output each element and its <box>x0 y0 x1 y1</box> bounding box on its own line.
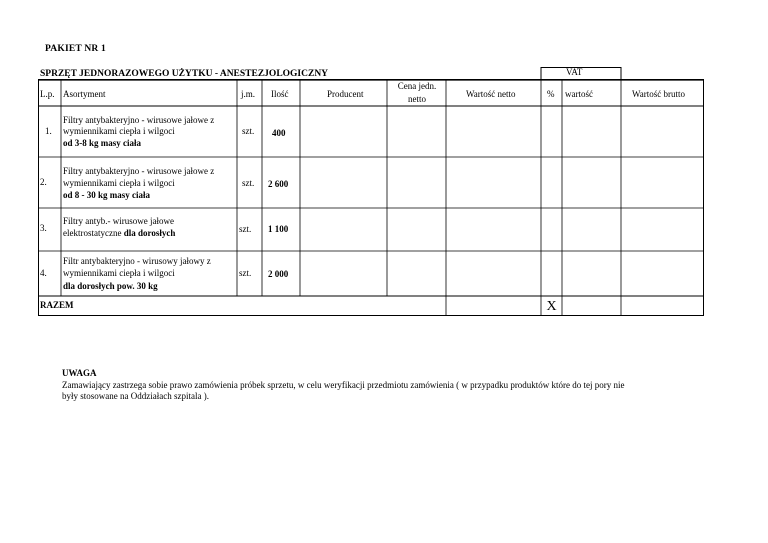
note-title: UWAGA <box>62 368 97 378</box>
row3-desc-line1: Filtry antyb.- wirusowe jałowe <box>63 216 174 226</box>
header-producent: Producent <box>327 89 364 99</box>
row4-jm: szt. <box>239 268 252 278</box>
header-asortyment: Asortyment <box>63 89 106 99</box>
header-cena-line2: netto <box>408 94 426 104</box>
row4-ilosc: 2 000 <box>268 269 289 279</box>
row1-desc-line2: wymiennikami ciepła i wilgoci <box>63 126 175 136</box>
header-wartosc-brutto: Wartość brutto <box>632 89 686 99</box>
row2-desc-line2: wymiennikami ciepła i wilgoci <box>63 178 175 188</box>
row3-desc-line2 <box>63 228 175 239</box>
row4-desc-line1: Filtr antybakteryjno - wirusowy jałowy z <box>63 256 211 266</box>
row2-desc-line1: Filtry antybakteryjno - wirusowe jałowe z <box>63 166 215 176</box>
row1-jm: szt. <box>242 126 255 136</box>
row3-desc-line2-normal: elektrostatyczne <box>63 228 124 238</box>
row3-ilosc: 1 100 <box>268 224 289 234</box>
header-cena-line1: Cena jedn. <box>397 81 437 91</box>
header-vat-percent: % <box>547 89 555 99</box>
header-ilosc: Ilość <box>271 89 289 99</box>
row4-desc-line2: wymiennikami ciepła i wilgoci <box>63 268 175 278</box>
row4-desc-line3: dla dorosłych pow. 30 kg <box>63 281 158 291</box>
row1-desc-line1: Filtry antybakteryjno - wirusowe jałowe z <box>63 115 215 125</box>
vat-header: VAT <box>566 67 583 77</box>
row3-jm: szt. <box>239 224 252 234</box>
row2-jm: szt. <box>242 178 255 188</box>
header-wartosc-netto: Wartość netto <box>466 89 516 99</box>
row2-lp: 2. <box>40 177 47 187</box>
section-title: SPRZĘT JEDNORAZOWEGO UŻYTKU - ANESTEZJOLOGICZNY <box>40 69 329 79</box>
header-jm: j.m. <box>241 89 256 99</box>
row2-desc-line3: od 8 - 30 kg masy ciała <box>63 190 151 200</box>
razem-vat-x: X <box>546 299 557 314</box>
row1-ilosc: 400 <box>272 128 286 138</box>
note-line1: Zamawiający zastrzega sobie prawo zamówienia próbek sprzetu, w celu weryfikacji przedmiotu zamówienia ( w przypadku produktów które do tej pory nie <box>62 379 625 390</box>
row1-desc-line3: od 3-8 kg masy ciała <box>63 138 142 148</box>
header-vat-wartosc: wartość <box>565 89 593 99</box>
row3-lp: 3. <box>40 223 47 233</box>
razem-label: RAZEM <box>40 300 74 310</box>
header-lp: L.p. <box>40 89 55 99</box>
note-block <box>62 368 712 403</box>
row4-lp: 4. <box>40 268 47 278</box>
row2-ilosc: 2 600 <box>268 179 289 189</box>
row1-lp: 1. <box>45 126 52 136</box>
note-line2: były stosowane na Oddziałach szpitala ). <box>62 391 209 401</box>
package-title: PAKIET NR 1 <box>45 44 106 54</box>
row3-desc-line2-bold: dla dorosłych <box>123 228 176 238</box>
